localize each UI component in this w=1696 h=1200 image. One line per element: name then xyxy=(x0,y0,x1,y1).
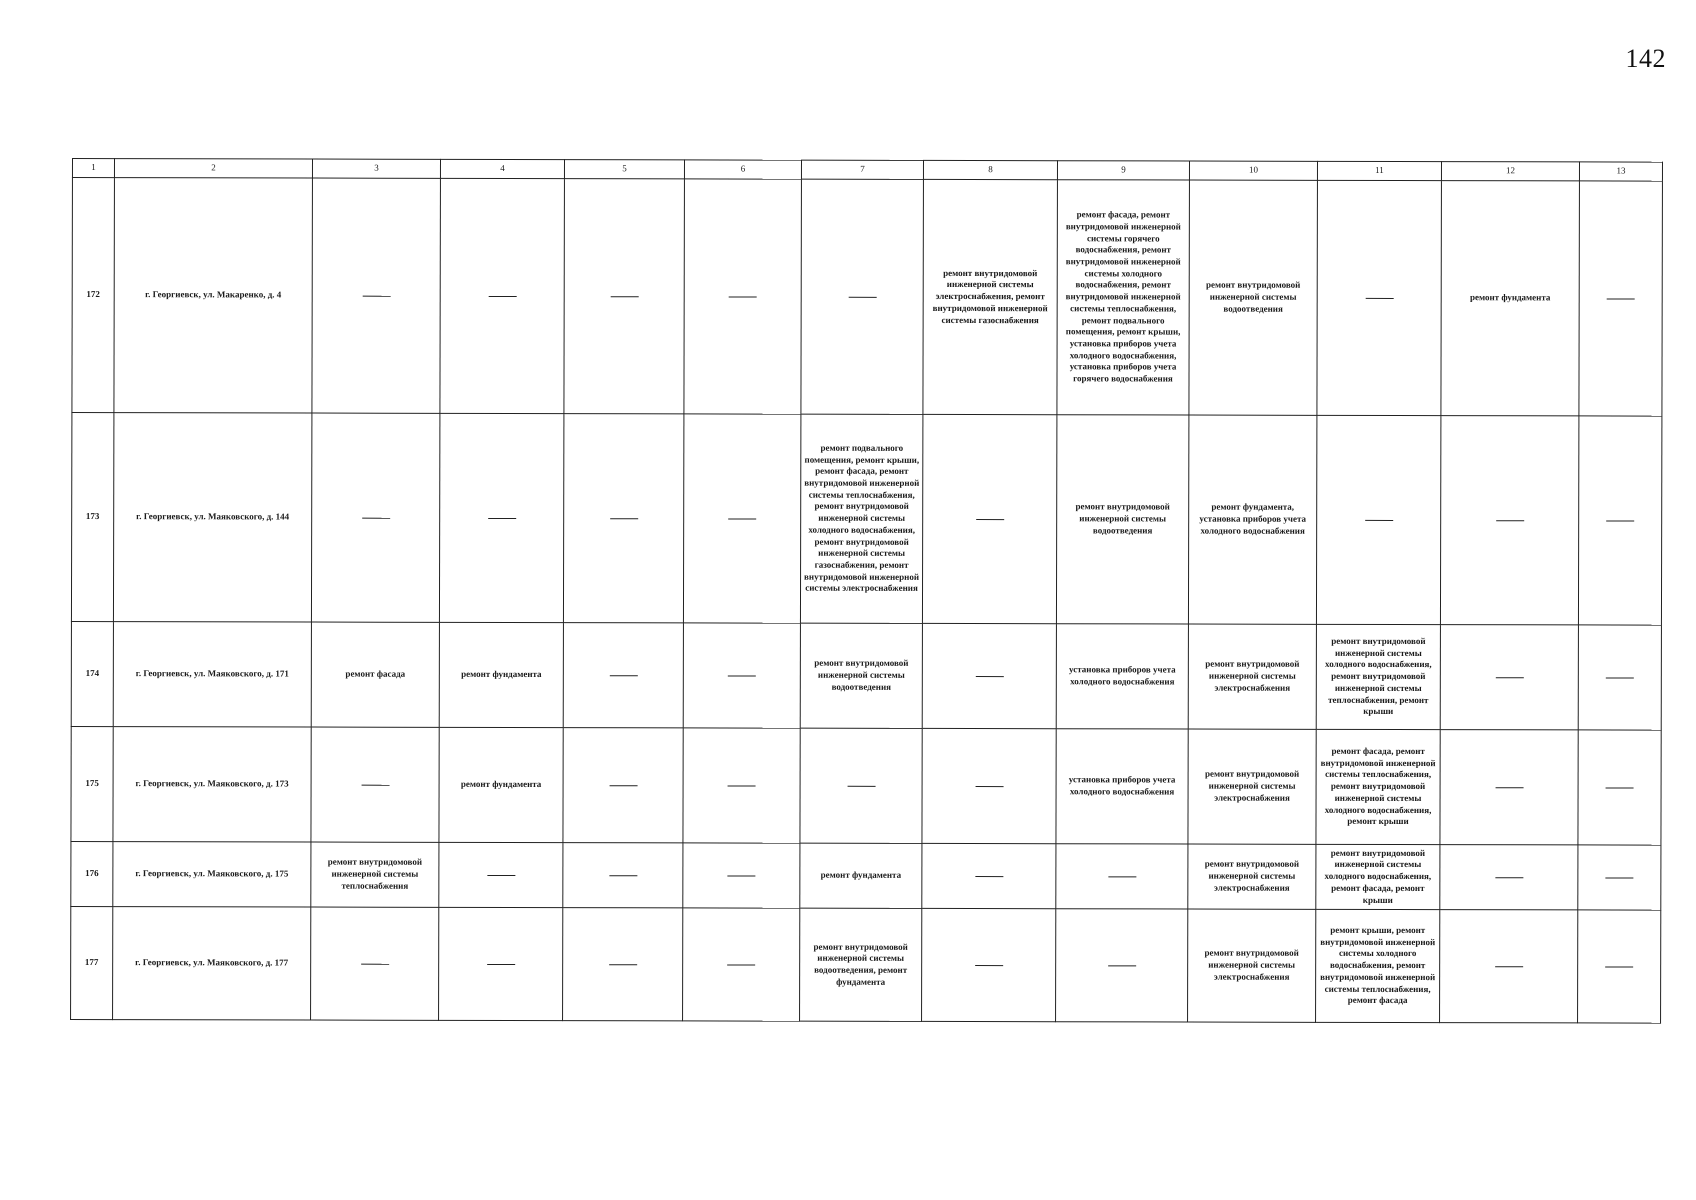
cell xyxy=(312,178,441,413)
cell-works: ремонт фасада, ремонт внутридомовой инженерной системы горячего водоснабжения, ремонт внутридомовой инженерной системы холодного водоснабжения, ремонт внутридомовой инженерной системы теплоснабжения, ремонт подвального помещения, ремонт крыши, установка приборов учета холодного водоснабжения, установка приборов учета горячего водоснабжения xyxy=(1057,180,1190,415)
cell xyxy=(922,908,1056,1021)
dash-mark xyxy=(487,875,515,876)
dash-mark xyxy=(488,518,516,519)
row-number: 177 xyxy=(71,906,113,1019)
dash-mark xyxy=(362,295,390,296)
cell xyxy=(683,843,800,908)
row-address: г. Георгиевск, ул. Маяковского, д. 173 xyxy=(113,727,311,842)
dash-mark xyxy=(848,296,876,297)
row-address: г. Георгиевск, ул. Маяковского, д. 144 xyxy=(113,413,311,622)
dash-mark xyxy=(728,518,756,519)
dash-mark xyxy=(1108,965,1136,966)
column-header: 10 xyxy=(1189,161,1317,180)
cell-works: ремонт внутридомовой инженерной системы водоотведения xyxy=(800,623,922,728)
cell xyxy=(439,842,563,907)
cell xyxy=(564,179,685,414)
cell xyxy=(922,414,1056,623)
column-header: 8 xyxy=(923,160,1057,179)
dash-mark xyxy=(1607,298,1635,299)
dash-mark xyxy=(975,786,1003,787)
repair-schedule-table xyxy=(70,158,1663,1024)
cell-works: ремонт подвального помещения, ремонт крыши, ремонт фасада, ремонт внутридомовой инженерной системы теплоснабжения, ремонт внутридомовой инженерной системы холодного водоснабжения, ремонт внутридомовой инженерной системы газоснабжения, ремонт внутридомовой инженерной системы электроснабжения xyxy=(800,414,922,623)
cell xyxy=(563,623,683,728)
dash-mark xyxy=(362,517,390,518)
cell xyxy=(684,179,802,414)
column-header: 5 xyxy=(564,160,684,179)
dash-mark xyxy=(487,964,515,965)
column-header: 12 xyxy=(1441,162,1579,181)
table-row xyxy=(71,726,1661,845)
cell-works: ремонт фасада xyxy=(311,622,439,727)
cell xyxy=(1317,180,1442,415)
cell xyxy=(439,907,563,1020)
row-number: 174 xyxy=(71,621,113,726)
cell xyxy=(683,414,800,623)
cell-works: ремонт внутридомовой инженерной системы холодного водоснабжения, ремонт внутридомовой инженерной системы теплоснабжения, ремонт крыши xyxy=(1316,624,1440,729)
table-row xyxy=(72,178,1663,417)
cell xyxy=(922,843,1056,908)
cell xyxy=(563,414,683,623)
cell-works: ремонт внутридомовой инженерной системы теплоснабжения xyxy=(311,842,439,907)
cell xyxy=(683,728,800,843)
cell-works: ремонт внутридомовой инженерной системы водоотведения xyxy=(1189,180,1318,415)
row-address: г. Георгиевск, ул. Маяковского, д. 177 xyxy=(113,907,311,1020)
cell xyxy=(1578,845,1661,910)
cell-works: ремонт внутридомовой инженерной системы электроснабжения xyxy=(1188,909,1316,1022)
cell xyxy=(1440,625,1578,730)
cell xyxy=(563,728,683,843)
cell xyxy=(683,908,800,1021)
cell-works: ремонт внутридомовой инженерной системы электроснабжения, ремонт внутридомовой инженерной системы газоснабжения xyxy=(923,179,1058,414)
dash-mark xyxy=(1495,877,1523,878)
cell xyxy=(1578,416,1661,625)
page-number: 142 xyxy=(1625,44,1666,73)
column-header: 6 xyxy=(684,160,801,179)
cell xyxy=(563,843,683,908)
row-number: 176 xyxy=(71,841,113,906)
column-header: 7 xyxy=(801,160,923,179)
column-header: 4 xyxy=(440,159,564,178)
cell-works: ремонт внутридомовой инженерной системы холодного водоснабжения, ремонт фасада, ремонт крыши xyxy=(1316,844,1440,909)
cell xyxy=(1440,416,1578,625)
dash-mark xyxy=(847,785,875,786)
dash-mark xyxy=(1495,787,1523,788)
row-address: г. Георгиевск, ул. Маяковского, д. 171 xyxy=(113,622,311,727)
dash-mark xyxy=(609,785,637,786)
dash-mark xyxy=(1108,876,1136,877)
dash-mark xyxy=(975,965,1003,966)
dash-mark xyxy=(610,296,638,297)
cell xyxy=(1056,844,1188,909)
column-header: 3 xyxy=(312,159,440,178)
dash-mark xyxy=(975,876,1003,877)
dash-mark xyxy=(1495,677,1523,678)
cell xyxy=(1440,730,1578,845)
cell-works: ремонт фасада, ремонт внутридомовой инженерной системы теплоснабжения, ремонт внутридомовой инженерной системы холодного водоснабжения, ремонт крыши xyxy=(1316,729,1440,844)
cell xyxy=(1440,845,1578,910)
dash-mark xyxy=(361,963,389,964)
dash-mark xyxy=(1365,298,1393,299)
dash-mark xyxy=(1605,877,1633,878)
cell xyxy=(440,178,565,413)
row-number: 172 xyxy=(72,178,115,413)
row-address: г. Георгиевск, ул. Маяковского, д. 175 xyxy=(113,842,311,907)
cell xyxy=(922,623,1056,728)
cell-works: ремонт фундамента, установка приборов учета холодного водоснабжения xyxy=(1188,415,1316,624)
cell-works: ремонт внутридомовой инженерной системы водоотведения, ремонт фундамента xyxy=(800,908,922,1021)
dash-mark xyxy=(976,519,1004,520)
dash-mark xyxy=(727,964,755,965)
row-number: 175 xyxy=(71,726,113,841)
dash-mark xyxy=(1496,520,1524,521)
cell xyxy=(1316,415,1440,624)
dash-mark xyxy=(609,875,637,876)
cell xyxy=(311,727,439,842)
cell-works: установка приборов учета холодного водоснабжения xyxy=(1056,729,1188,844)
dash-mark xyxy=(361,784,389,785)
cell xyxy=(439,413,563,622)
cell-works: ремонт фундамента xyxy=(1441,181,1580,416)
dash-mark xyxy=(728,785,756,786)
cell-works: установка приборов учета холодного водоснабжения xyxy=(1056,624,1188,729)
table-row xyxy=(71,621,1661,730)
dash-mark xyxy=(488,296,516,297)
column-header: 1 xyxy=(72,159,114,178)
cell-works: ремонт внутридомовой инженерной системы водоотведения xyxy=(1056,415,1188,624)
dash-mark xyxy=(609,964,637,965)
cell xyxy=(1440,910,1578,1023)
column-header: 9 xyxy=(1057,161,1189,180)
column-header: 2 xyxy=(114,159,312,178)
dash-mark xyxy=(1606,520,1634,521)
cell-works: ремонт фундамента xyxy=(800,843,922,908)
table-row xyxy=(71,841,1661,910)
cell xyxy=(801,179,924,414)
row-number: 173 xyxy=(71,413,113,622)
dash-mark xyxy=(1365,520,1393,521)
dash-mark xyxy=(975,676,1003,677)
table-row xyxy=(71,906,1661,1023)
dash-mark xyxy=(1606,677,1634,678)
dash-mark xyxy=(1605,966,1633,967)
cell xyxy=(1056,909,1188,1022)
dash-mark xyxy=(1606,787,1634,788)
table-row xyxy=(71,413,1661,626)
dash-mark xyxy=(609,675,637,676)
cell-works: ремонт внутридомовой инженерной системы электроснабжения xyxy=(1188,844,1316,909)
schedule-sheet xyxy=(70,158,1662,1024)
cell xyxy=(922,728,1056,843)
cell-works: ремонт внутридомовой инженерной системы электроснабжения xyxy=(1188,729,1316,844)
dash-mark xyxy=(1495,966,1523,967)
dash-mark xyxy=(727,875,755,876)
cell-works: ремонт внутридомовой инженерной системы электроснабжения xyxy=(1188,624,1316,729)
dash-mark xyxy=(610,518,638,519)
cell-works: ремонт фундамента xyxy=(439,622,563,727)
cell xyxy=(311,907,439,1020)
cell xyxy=(1579,181,1663,416)
cell xyxy=(563,908,683,1021)
cell xyxy=(1578,625,1661,730)
dash-mark xyxy=(729,296,757,297)
column-header: 11 xyxy=(1317,161,1441,180)
row-address: г. Георгиевск, ул. Макаренко, д. 4 xyxy=(114,178,313,413)
dash-mark xyxy=(728,675,756,676)
cell xyxy=(311,413,439,622)
column-header: 13 xyxy=(1579,162,1662,181)
cell-works: ремонт крыши, ремонт внутридомовой инженерной системы холодного водоснабжения, ремонт внутридомовой инженерной системы теплоснабжения, ремонт фасада xyxy=(1316,909,1440,1022)
cell xyxy=(800,728,922,843)
cell xyxy=(683,623,800,728)
cell xyxy=(1578,910,1661,1023)
cell-works: ремонт фундамента xyxy=(439,727,563,842)
cell xyxy=(1578,730,1661,845)
